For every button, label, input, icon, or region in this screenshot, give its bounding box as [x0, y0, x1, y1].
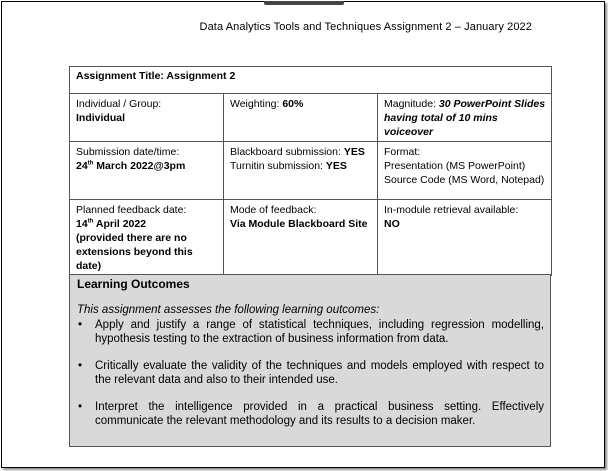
- weighting-label: Weighting:: [230, 98, 283, 110]
- blackboard-submission-label: Blackboard submission:: [230, 146, 344, 158]
- turnitin-submission-label: Turnitin submission:: [230, 160, 326, 172]
- learning-outcomes-title: Learning Outcomes: [77, 277, 190, 291]
- learning-outcomes-section: [69, 274, 551, 447]
- retrieval-value: NO: [384, 218, 400, 230]
- feedback-mode-value: Via Module Blackboard Site: [230, 218, 368, 230]
- magnitude-label: Magnitude:: [384, 98, 439, 110]
- magnitude-cell: [378, 94, 552, 142]
- bullet-icon: •: [78, 319, 83, 331]
- individual-group-cell: [70, 94, 224, 142]
- assignment-title: Assignment Title: Assignment 2: [70, 67, 552, 94]
- format-cell: [378, 142, 552, 200]
- submission-day: 24: [76, 160, 88, 172]
- table-row: [70, 200, 552, 276]
- table-row: [70, 142, 552, 200]
- magnitude-value: 30 PowerPoint Slides having total of 10 mins voiceover: [384, 98, 546, 138]
- table-row: [70, 94, 552, 142]
- list-item: [77, 318, 544, 346]
- feedback-day-suffix: th: [87, 218, 94, 225]
- weighting-value: 60%: [282, 98, 304, 110]
- bullet-icon: •: [78, 360, 83, 372]
- feedback-date-cell: [70, 200, 224, 276]
- feedback-mode-cell: [224, 200, 378, 276]
- submission-date-label: Submission date/time:: [76, 146, 180, 158]
- bullet-icon: •: [78, 401, 83, 413]
- individual-group-value: Individual: [76, 112, 126, 124]
- submission-date-rest: March 2022@3pm: [93, 160, 186, 172]
- assignment-table: [69, 66, 552, 276]
- learning-outcomes-list: [77, 318, 544, 428]
- feedback-date-value: [76, 217, 219, 231]
- blackboard-submission-value: YES: [343, 146, 365, 158]
- format-presentation: Presentation (MS PowerPoint): [384, 160, 526, 172]
- feedback-day: 14: [76, 218, 88, 230]
- submission-date-cell: [70, 142, 224, 200]
- turnitin-submission-value: YES: [325, 160, 347, 172]
- outcome-text: Apply and justify a range of statistical techniques, including regression modelling, hypothesis testing to the extraction of business information from data.: [95, 319, 544, 345]
- retrieval-cell: [378, 200, 552, 276]
- list-item: [77, 359, 544, 387]
- retrieval-label: In-module retrieval available:: [384, 204, 519, 216]
- learning-outcomes-intro: This assignment assesses the following learning outcomes:: [77, 304, 380, 316]
- feedback-date-note: (provided there are no extensions beyond this date): [76, 232, 193, 272]
- format-source-code: Source Code (MS Word, Notepad): [384, 174, 545, 186]
- list-item: [77, 400, 544, 428]
- weighting-cell: [224, 94, 378, 142]
- page-header: Data Analytics Tools and Techniques Assignment 2 – January 2022: [199, 21, 532, 33]
- individual-group-label: Individual / Group:: [76, 98, 162, 110]
- title-row: [70, 67, 552, 94]
- window-top-tab: [264, 1, 344, 5]
- submission-day-suffix: th: [87, 160, 94, 167]
- submission-method-cell: [224, 142, 378, 200]
- outcome-text: Interpret the intelligence provided in a practical business setting. Effectively communicate the relevant methodology and its results to a decision maker.: [95, 401, 544, 427]
- outcome-text: Critically evaluate the validity of the techniques and models employed with respect to the relevant data and also to their intended use.: [95, 360, 544, 386]
- feedback-mode-label: Mode of feedback:: [230, 204, 317, 216]
- submission-date-value: [76, 159, 219, 173]
- feedback-date-label: Planned feedback date:: [76, 204, 187, 216]
- format-label: Format:: [384, 146, 421, 158]
- feedback-date-rest: April 2022: [93, 218, 147, 230]
